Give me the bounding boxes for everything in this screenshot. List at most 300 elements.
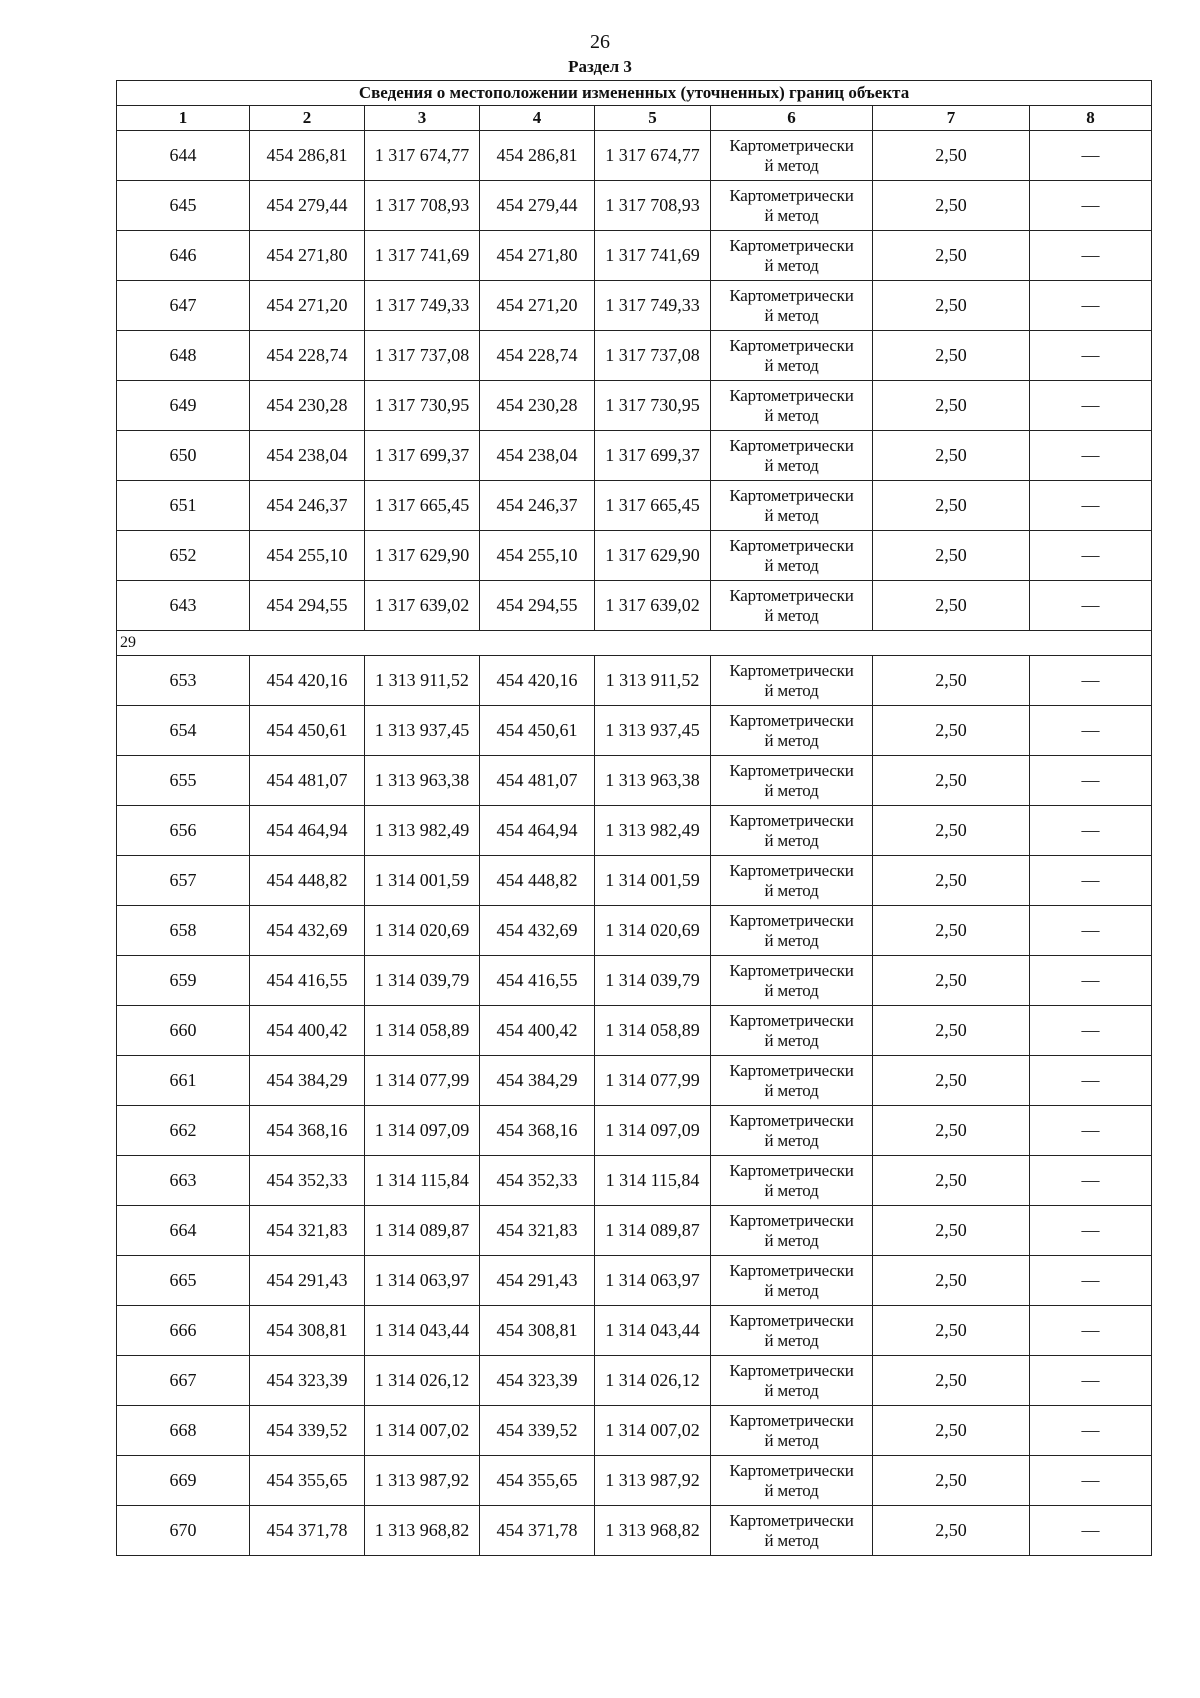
method-text-line2: й метод [764, 305, 819, 325]
table-row [117, 906, 1152, 956]
x-new-cell: 454 384,29 [480, 1056, 595, 1106]
accuracy-cell: 2,50 [873, 181, 1030, 231]
method-text-line1: Картометрически [729, 760, 854, 780]
x-old-cell: 454 255,10 [250, 531, 365, 581]
method-cell [711, 1506, 873, 1556]
empty-mark-cell: — [1030, 381, 1152, 431]
method-text-line2: й метод [764, 455, 819, 475]
empty-mark-cell: — [1030, 806, 1152, 856]
accuracy-cell: 2,50 [873, 1206, 1030, 1256]
y-new-cell: 1 317 699,37 [595, 431, 711, 481]
method-text-line1: Картометрически [729, 660, 854, 680]
accuracy-cell: 2,50 [873, 1456, 1030, 1506]
empty-mark-cell: — [1030, 1106, 1152, 1156]
method-cell [711, 231, 873, 281]
x-new-cell: 454 246,37 [480, 481, 595, 531]
method-cell [711, 856, 873, 906]
column-number: 3 [365, 106, 480, 131]
point-number-cell: 646 [117, 231, 250, 281]
x-old-cell: 454 308,81 [250, 1306, 365, 1356]
x-old-cell: 454 432,69 [250, 906, 365, 956]
y-new-cell: 1 314 007,02 [595, 1406, 711, 1456]
table-row [117, 1356, 1152, 1406]
accuracy-cell: 2,50 [873, 431, 1030, 481]
method-text-line1: Картометрически [729, 1510, 854, 1530]
y-old-cell: 1 317 741,69 [365, 231, 480, 281]
table-row [117, 181, 1152, 231]
x-new-cell: 454 286,81 [480, 131, 595, 181]
method-cell [711, 706, 873, 756]
method-text-line2: й метод [764, 880, 819, 900]
x-old-cell: 454 371,78 [250, 1506, 365, 1556]
y-new-cell: 1 317 741,69 [595, 231, 711, 281]
table-row [117, 706, 1152, 756]
table-row [117, 756, 1152, 806]
empty-mark-cell: — [1030, 281, 1152, 331]
method-text-line2: й метод [764, 355, 819, 375]
point-number-cell: 661 [117, 1056, 250, 1106]
y-old-cell: 1 314 089,87 [365, 1206, 480, 1256]
method-text-line1: Картометрически [729, 535, 854, 555]
x-old-cell: 454 246,37 [250, 481, 365, 531]
empty-mark-cell: — [1030, 856, 1152, 906]
point-number-cell: 650 [117, 431, 250, 481]
empty-mark-cell: — [1030, 1006, 1152, 1056]
table-row [117, 231, 1152, 281]
method-text-line2: й метод [764, 555, 819, 575]
point-number-cell: 662 [117, 1106, 250, 1156]
x-new-cell: 454 228,74 [480, 331, 595, 381]
accuracy-cell: 2,50 [873, 1106, 1030, 1156]
y-new-cell: 1 313 911,52 [595, 656, 711, 706]
method-text-line2: й метод [764, 780, 819, 800]
y-new-cell: 1 317 737,08 [595, 331, 711, 381]
method-text-line1: Картометрически [729, 1060, 854, 1080]
method-text-line2: й метод [764, 205, 819, 225]
x-new-cell: 454 416,55 [480, 956, 595, 1006]
accuracy-cell: 2,50 [873, 1506, 1030, 1556]
method-cell [711, 381, 873, 431]
empty-mark-cell: — [1030, 1056, 1152, 1106]
y-new-cell: 1 314 077,99 [595, 1056, 711, 1106]
y-old-cell: 1 314 058,89 [365, 1006, 480, 1056]
point-number-cell: 647 [117, 281, 250, 331]
accuracy-cell: 2,50 [873, 1256, 1030, 1306]
y-new-cell: 1 313 937,45 [595, 706, 711, 756]
y-new-cell: 1 317 629,90 [595, 531, 711, 581]
method-cell [711, 806, 873, 856]
empty-mark-cell: — [1030, 1506, 1152, 1556]
method-text-line2: й метод [764, 255, 819, 275]
table-row [117, 1156, 1152, 1206]
empty-mark-cell: — [1030, 431, 1152, 481]
x-new-cell: 454 308,81 [480, 1306, 595, 1356]
empty-mark-cell: — [1030, 956, 1152, 1006]
table-row [117, 1456, 1152, 1506]
x-new-cell: 454 271,20 [480, 281, 595, 331]
method-cell [711, 1206, 873, 1256]
table-row [117, 1056, 1152, 1106]
accuracy-cell: 2,50 [873, 581, 1030, 631]
point-number-cell: 655 [117, 756, 250, 806]
method-cell [711, 431, 873, 481]
y-new-cell: 1 314 063,97 [595, 1256, 711, 1306]
method-text-line1: Картометрически [729, 135, 854, 155]
method-cell [711, 756, 873, 806]
method-text-line1: Картометрически [729, 385, 854, 405]
accuracy-cell: 2,50 [873, 956, 1030, 1006]
point-number-cell: 668 [117, 1406, 250, 1456]
table-row [117, 856, 1152, 906]
x-new-cell: 454 371,78 [480, 1506, 595, 1556]
point-number-cell: 666 [117, 1306, 250, 1356]
accuracy-cell: 2,50 [873, 756, 1030, 806]
method-text-line1: Картометрически [729, 585, 854, 605]
y-new-cell: 1 317 730,95 [595, 381, 711, 431]
accuracy-cell: 2,50 [873, 231, 1030, 281]
y-old-cell: 1 314 077,99 [365, 1056, 480, 1106]
column-number: 4 [480, 106, 595, 131]
point-number-cell: 644 [117, 131, 250, 181]
y-old-cell: 1 313 968,82 [365, 1506, 480, 1556]
table-row [117, 431, 1152, 481]
y-new-cell: 1 317 639,02 [595, 581, 711, 631]
accuracy-cell: 2,50 [873, 1306, 1030, 1356]
table-title: Сведения о местоположении измененных (уточненных) границ объекта [117, 81, 1152, 106]
table-row [117, 806, 1152, 856]
point-number-cell: 649 [117, 381, 250, 431]
column-number: 1 [117, 106, 250, 131]
x-new-cell: 454 352,33 [480, 1156, 595, 1206]
column-number: 8 [1030, 106, 1152, 131]
y-new-cell: 1 314 097,09 [595, 1106, 711, 1156]
method-cell [711, 581, 873, 631]
x-new-cell: 454 271,80 [480, 231, 595, 281]
method-text-line2: й метод [764, 1430, 819, 1450]
x-new-cell: 454 279,44 [480, 181, 595, 231]
x-new-cell: 454 448,82 [480, 856, 595, 906]
x-new-cell: 454 355,65 [480, 1456, 595, 1506]
method-text-line1: Картометрически [729, 1010, 854, 1030]
x-new-cell: 454 291,43 [480, 1256, 595, 1306]
table-row [117, 956, 1152, 1006]
method-text-line1: Картометрически [729, 185, 854, 205]
method-cell [711, 656, 873, 706]
x-new-cell: 454 323,39 [480, 1356, 595, 1406]
empty-mark-cell: — [1030, 181, 1152, 231]
accuracy-cell: 2,50 [873, 706, 1030, 756]
method-cell [711, 281, 873, 331]
empty-mark-cell: — [1030, 531, 1152, 581]
table-row [117, 531, 1152, 581]
point-number-cell: 665 [117, 1256, 250, 1306]
y-new-cell: 1 314 058,89 [595, 1006, 711, 1056]
method-cell [711, 181, 873, 231]
method-text-line2: й метод [764, 830, 819, 850]
y-new-cell: 1 314 020,69 [595, 906, 711, 956]
y-new-cell: 1 313 982,49 [595, 806, 711, 856]
method-cell [711, 481, 873, 531]
x-old-cell: 454 384,29 [250, 1056, 365, 1106]
y-new-cell: 1 313 987,92 [595, 1456, 711, 1506]
x-old-cell: 454 230,28 [250, 381, 365, 431]
point-number-cell: 663 [117, 1156, 250, 1206]
accuracy-cell: 2,50 [873, 531, 1030, 581]
y-new-cell: 1 314 039,79 [595, 956, 711, 1006]
table-row [117, 481, 1152, 531]
accuracy-cell: 2,50 [873, 906, 1030, 956]
group-row [117, 631, 1152, 656]
x-old-cell: 454 228,74 [250, 331, 365, 381]
x-old-cell: 454 420,16 [250, 656, 365, 706]
x-old-cell: 454 481,07 [250, 756, 365, 806]
y-old-cell: 1 317 639,02 [365, 581, 480, 631]
method-text-line2: й метод [764, 680, 819, 700]
method-text-line2: й метод [764, 1380, 819, 1400]
x-old-cell: 454 238,04 [250, 431, 365, 481]
y-old-cell: 1 314 007,02 [365, 1406, 480, 1456]
point-number-cell: 645 [117, 181, 250, 231]
method-text-line2: й метод [764, 980, 819, 1000]
section-title: Раздел 3 [568, 57, 632, 76]
y-new-cell: 1 317 708,93 [595, 181, 711, 231]
y-new-cell: 1 314 026,12 [595, 1356, 711, 1406]
y-old-cell: 1 314 063,97 [365, 1256, 480, 1306]
method-cell [711, 906, 873, 956]
x-old-cell: 454 416,55 [250, 956, 365, 1006]
x-new-cell: 454 368,16 [480, 1106, 595, 1156]
method-cell [711, 956, 873, 1006]
method-cell [711, 1306, 873, 1356]
table-row [117, 1306, 1152, 1356]
y-old-cell: 1 313 987,92 [365, 1456, 480, 1506]
method-text-line1: Картометрически [729, 1110, 854, 1130]
x-old-cell: 454 291,43 [250, 1256, 365, 1306]
y-old-cell: 1 314 097,09 [365, 1106, 480, 1156]
x-new-cell: 454 230,28 [480, 381, 595, 431]
y-old-cell: 1 313 963,38 [365, 756, 480, 806]
method-text-line1: Картометрически [729, 710, 854, 730]
point-number-cell: 657 [117, 856, 250, 906]
point-number-cell: 667 [117, 1356, 250, 1406]
method-text-line2: й метод [764, 155, 819, 175]
y-old-cell: 1 313 982,49 [365, 806, 480, 856]
method-text-line1: Картометрически [729, 810, 854, 830]
method-text-line1: Картометрически [729, 1460, 854, 1480]
x-old-cell: 454 286,81 [250, 131, 365, 181]
point-number-cell: 648 [117, 331, 250, 381]
method-text-line1: Картометрически [729, 1210, 854, 1230]
accuracy-cell: 2,50 [873, 281, 1030, 331]
x-new-cell: 454 420,16 [480, 656, 595, 706]
accuracy-cell: 2,50 [873, 856, 1030, 906]
method-text-line2: й метод [764, 730, 819, 750]
x-new-cell: 454 400,42 [480, 1006, 595, 1056]
empty-mark-cell: — [1030, 1356, 1152, 1406]
x-new-cell: 454 481,07 [480, 756, 595, 806]
y-old-cell: 1 314 001,59 [365, 856, 480, 906]
accuracy-cell: 2,50 [873, 1056, 1030, 1106]
boundary-coordinates-table [116, 80, 1152, 1556]
method-text-line2: й метод [764, 1130, 819, 1150]
x-old-cell: 454 271,20 [250, 281, 365, 331]
y-new-cell: 1 314 043,44 [595, 1306, 711, 1356]
x-old-cell: 454 323,39 [250, 1356, 365, 1406]
method-text-line2: й метод [764, 1280, 819, 1300]
x-old-cell: 454 321,83 [250, 1206, 365, 1256]
method-text-line1: Картометрически [729, 1360, 854, 1380]
method-text-line1: Картометрически [729, 435, 854, 455]
method-cell [711, 1356, 873, 1406]
table-row [117, 381, 1152, 431]
empty-mark-cell: — [1030, 906, 1152, 956]
column-number: 7 [873, 106, 1030, 131]
column-number-row [117, 106, 1152, 131]
x-old-cell: 454 279,44 [250, 181, 365, 231]
x-new-cell: 454 432,69 [480, 906, 595, 956]
table-row [117, 656, 1152, 706]
empty-mark-cell: — [1030, 1156, 1152, 1206]
y-new-cell: 1 313 963,38 [595, 756, 711, 806]
y-old-cell: 1 314 115,84 [365, 1156, 480, 1206]
empty-mark-cell: — [1030, 756, 1152, 806]
y-new-cell: 1 314 001,59 [595, 856, 711, 906]
method-text-line1: Картометрически [729, 285, 854, 305]
x-old-cell: 454 355,65 [250, 1456, 365, 1506]
x-new-cell: 454 255,10 [480, 531, 595, 581]
method-text-line2: й метод [764, 1030, 819, 1050]
accuracy-cell: 2,50 [873, 331, 1030, 381]
method-cell [711, 1056, 873, 1106]
table-row [117, 281, 1152, 331]
method-text-line1: Картометрически [729, 960, 854, 980]
x-old-cell: 454 352,33 [250, 1156, 365, 1206]
method-text-line1: Картометрически [729, 860, 854, 880]
y-old-cell: 1 317 629,90 [365, 531, 480, 581]
y-old-cell: 1 313 911,52 [365, 656, 480, 706]
y-old-cell: 1 317 674,77 [365, 131, 480, 181]
empty-mark-cell: — [1030, 1306, 1152, 1356]
empty-mark-cell: — [1030, 331, 1152, 381]
method-text-line2: й метод [764, 405, 819, 425]
empty-mark-cell: — [1030, 656, 1152, 706]
x-new-cell: 454 321,83 [480, 1206, 595, 1256]
table-row [117, 1006, 1152, 1056]
point-number-cell: 656 [117, 806, 250, 856]
accuracy-cell: 2,50 [873, 1406, 1030, 1456]
method-cell [711, 1106, 873, 1156]
x-old-cell: 454 450,61 [250, 706, 365, 756]
x-old-cell: 454 448,82 [250, 856, 365, 906]
accuracy-cell: 2,50 [873, 806, 1030, 856]
empty-mark-cell: — [1030, 1406, 1152, 1456]
method-cell [711, 331, 873, 381]
point-number-cell: 658 [117, 906, 250, 956]
method-text-line2: й метод [764, 1080, 819, 1100]
x-old-cell: 454 294,55 [250, 581, 365, 631]
method-cell [711, 1006, 873, 1056]
group-label: 29 [117, 631, 1152, 656]
y-new-cell: 1 317 674,77 [595, 131, 711, 181]
x-new-cell: 454 238,04 [480, 431, 595, 481]
method-cell [711, 1456, 873, 1506]
y-old-cell: 1 317 665,45 [365, 481, 480, 531]
method-text-line1: Картометрически [729, 1260, 854, 1280]
accuracy-cell: 2,50 [873, 131, 1030, 181]
method-text-line2: й метод [764, 605, 819, 625]
point-number-cell: 660 [117, 1006, 250, 1056]
method-text-line2: й метод [764, 1530, 819, 1550]
method-cell [711, 1156, 873, 1206]
method-text-line1: Картометрически [729, 1160, 854, 1180]
method-text-line2: й метод [764, 1180, 819, 1200]
point-number-cell: 659 [117, 956, 250, 1006]
x-new-cell: 454 294,55 [480, 581, 595, 631]
accuracy-cell: 2,50 [873, 1156, 1030, 1206]
empty-mark-cell: — [1030, 1256, 1152, 1306]
y-old-cell: 1 314 026,12 [365, 1356, 480, 1406]
x-new-cell: 454 450,61 [480, 706, 595, 756]
method-text-line1: Картометрически [729, 335, 854, 355]
point-number-cell: 643 [117, 581, 250, 631]
accuracy-cell: 2,50 [873, 656, 1030, 706]
empty-mark-cell: — [1030, 481, 1152, 531]
method-cell [711, 531, 873, 581]
point-number-cell: 653 [117, 656, 250, 706]
point-number-cell: 651 [117, 481, 250, 531]
y-old-cell: 1 314 020,69 [365, 906, 480, 956]
accuracy-cell: 2,50 [873, 1006, 1030, 1056]
method-text-line1: Картометрически [729, 485, 854, 505]
y-new-cell: 1 313 968,82 [595, 1506, 711, 1556]
method-cell [711, 1256, 873, 1306]
empty-mark-cell: — [1030, 1456, 1152, 1506]
method-text-line1: Картометрически [729, 235, 854, 255]
method-cell [711, 1406, 873, 1456]
y-old-cell: 1 313 937,45 [365, 706, 480, 756]
table-row [117, 131, 1152, 181]
accuracy-cell: 2,50 [873, 381, 1030, 431]
table-row [117, 1256, 1152, 1306]
method-text-line1: Картометрически [729, 1410, 854, 1430]
y-old-cell: 1 314 043,44 [365, 1306, 480, 1356]
point-number-cell: 669 [117, 1456, 250, 1506]
method-text-line2: й метод [764, 505, 819, 525]
table-row [117, 1406, 1152, 1456]
x-old-cell: 454 368,16 [250, 1106, 365, 1156]
column-number: 5 [595, 106, 711, 131]
point-number-cell: 664 [117, 1206, 250, 1256]
x-old-cell: 454 271,80 [250, 231, 365, 281]
x-old-cell: 454 464,94 [250, 806, 365, 856]
y-old-cell: 1 317 699,37 [365, 431, 480, 481]
method-text-line2: й метод [764, 930, 819, 950]
y-old-cell: 1 317 737,08 [365, 331, 480, 381]
empty-mark-cell: — [1030, 706, 1152, 756]
page-number: 26 [590, 31, 610, 53]
point-number-cell: 654 [117, 706, 250, 756]
accuracy-cell: 2,50 [873, 481, 1030, 531]
column-number: 2 [250, 106, 365, 131]
table-row [117, 1506, 1152, 1556]
method-text-line2: й метод [764, 1330, 819, 1350]
y-old-cell: 1 317 730,95 [365, 381, 480, 431]
x-old-cell: 454 400,42 [250, 1006, 365, 1056]
point-number-cell: 670 [117, 1506, 250, 1556]
y-new-cell: 1 314 089,87 [595, 1206, 711, 1256]
y-new-cell: 1 317 665,45 [595, 481, 711, 531]
y-new-cell: 1 317 749,33 [595, 281, 711, 331]
